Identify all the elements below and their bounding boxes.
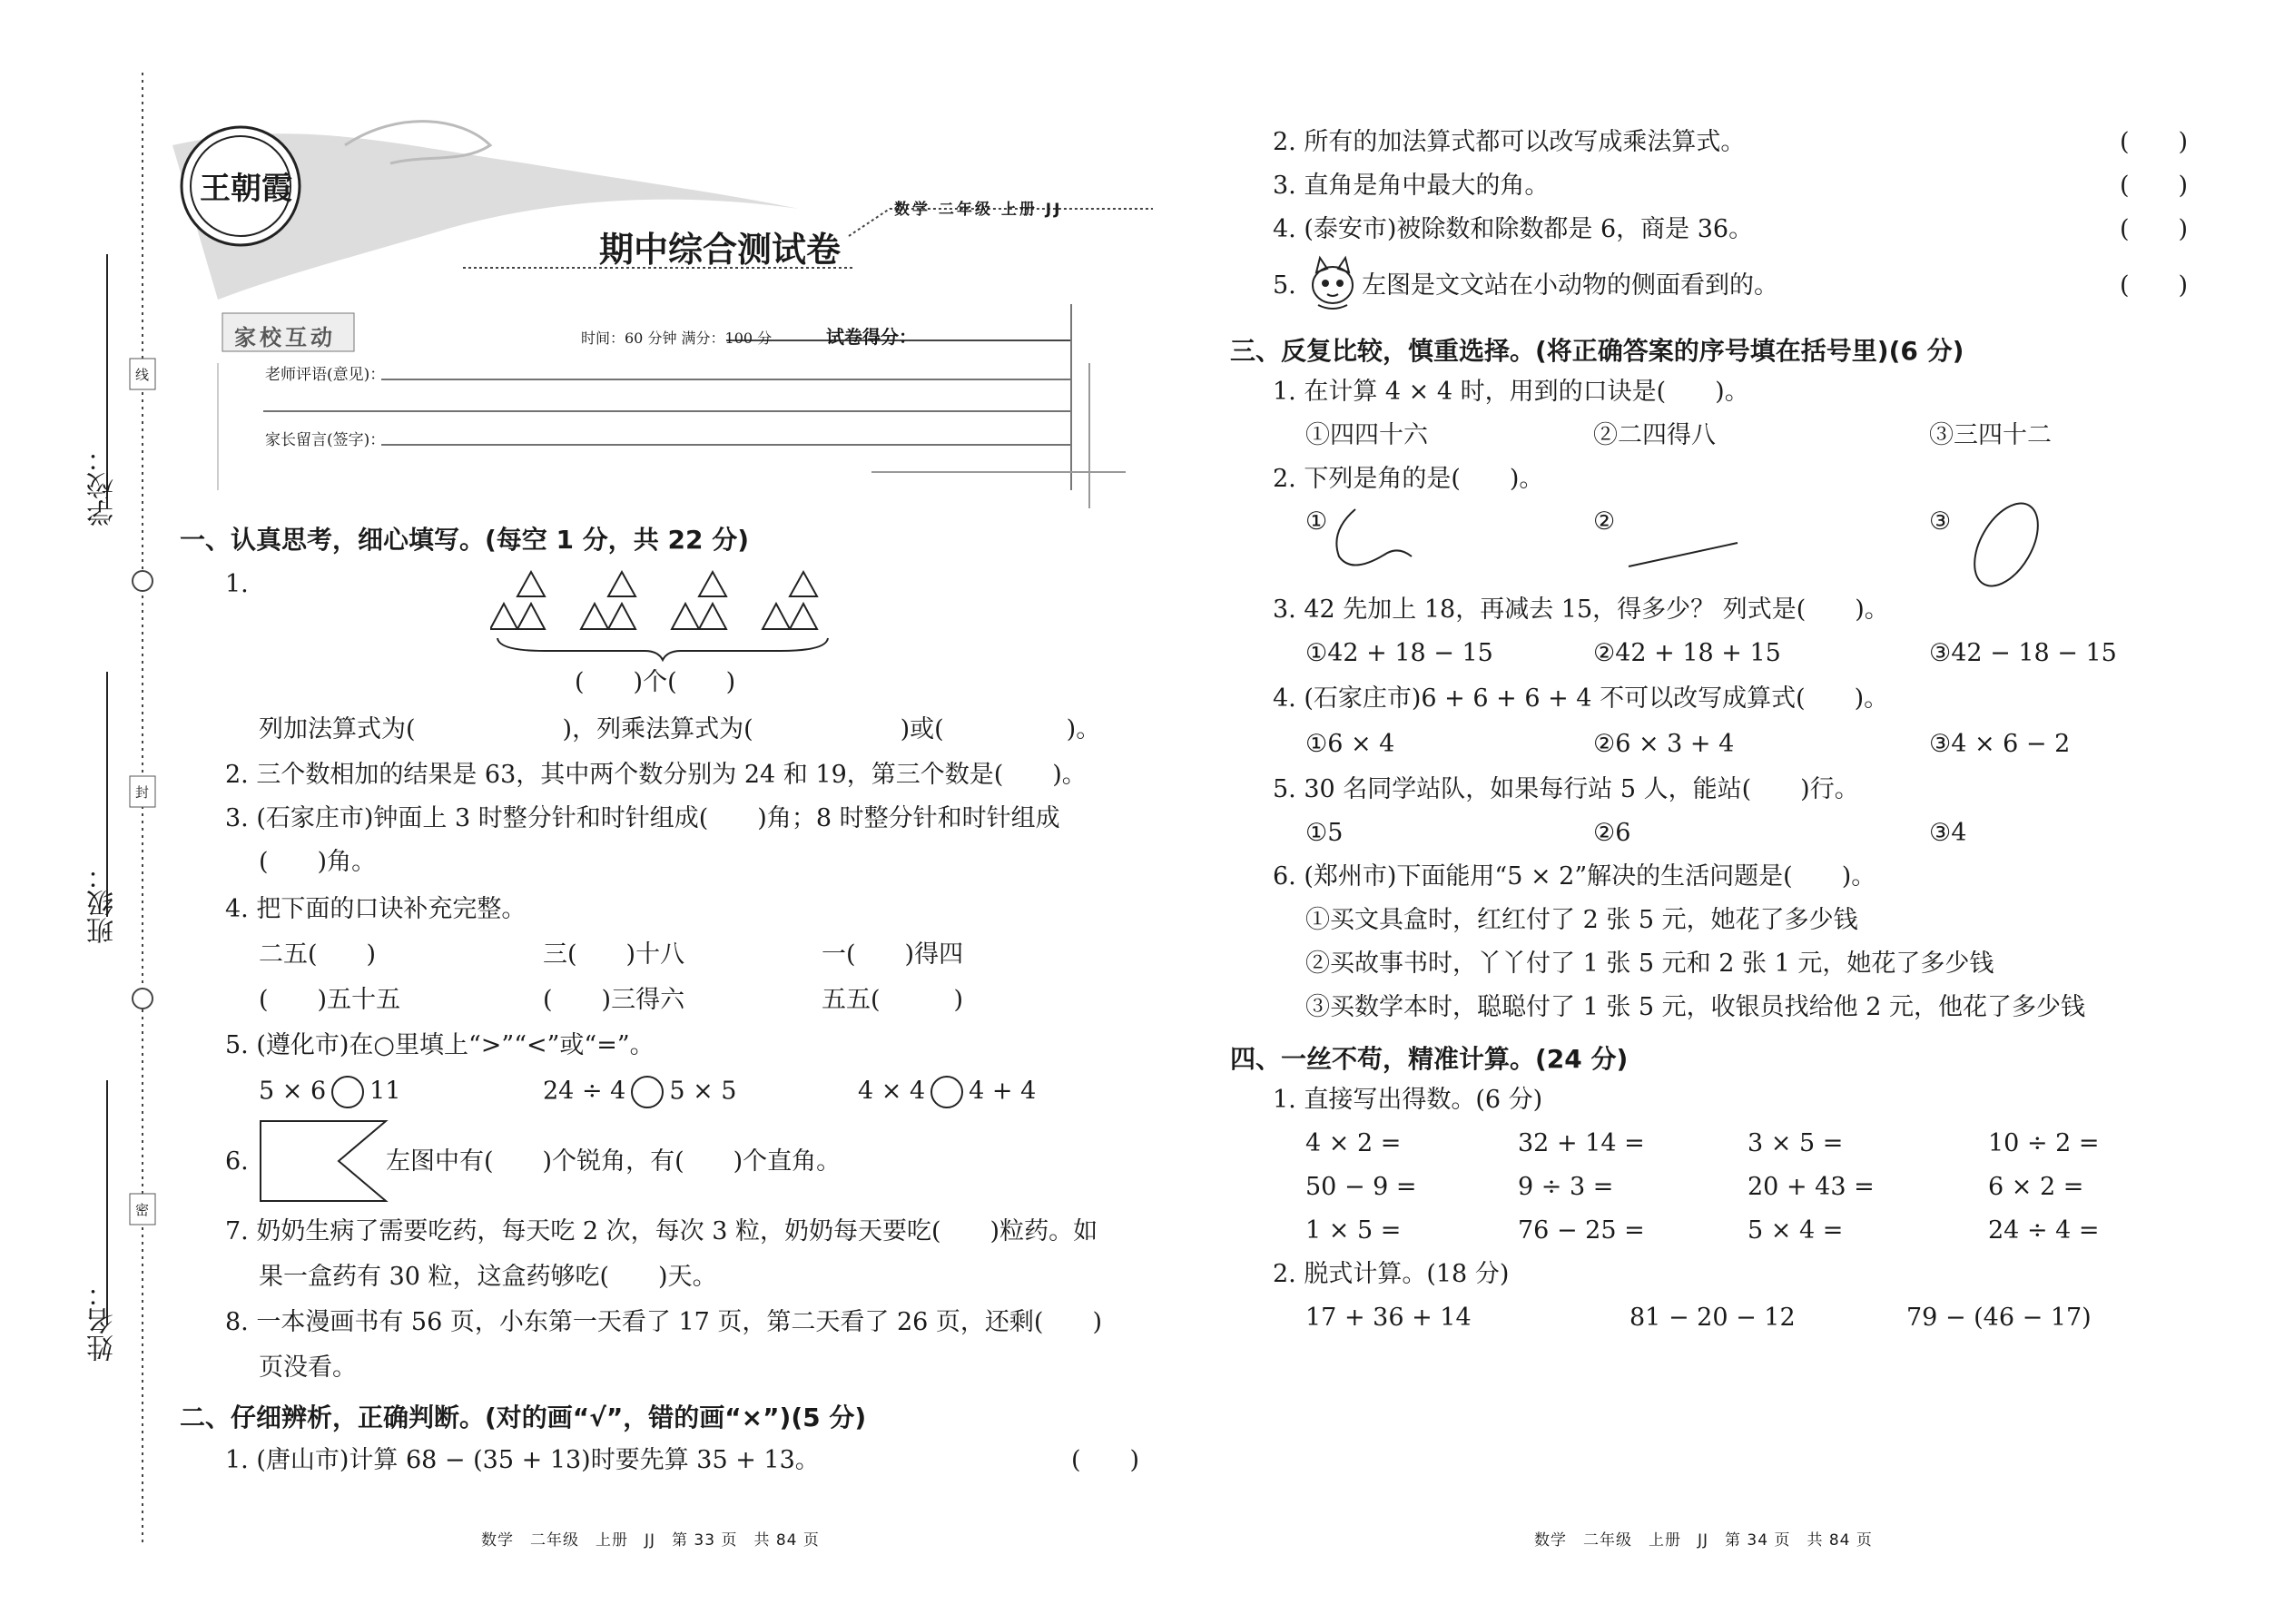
oral-calc-item[interactable]: 3 × 5 = xyxy=(1748,1129,1844,1157)
choice-option: ③三四十二 xyxy=(1929,421,2052,449)
compare-circle[interactable] xyxy=(631,1076,664,1108)
oral-calc-item[interactable]: 20 + 43 = xyxy=(1748,1173,1875,1201)
choice-option: ②42 + 18 + 15 xyxy=(1593,639,1781,667)
q1-groups-blank[interactable]: ( )个( ) xyxy=(575,668,736,696)
q6-number: 6. xyxy=(225,1147,249,1176)
oral-calc-item[interactable]: 50 − 9 = xyxy=(1305,1173,1417,1201)
compare-item-3 xyxy=(858,1076,1036,1108)
compare-circle[interactable] xyxy=(930,1076,963,1108)
oral-calc-item[interactable]: 32 + 14 = xyxy=(1518,1129,1645,1157)
school-label: 学校： xyxy=(87,445,119,527)
curve-figure xyxy=(1330,504,1416,576)
choice-option: ① xyxy=(1305,507,1328,536)
choice-option: ②6 xyxy=(1593,819,1631,847)
choice-option: ①买文具盒时，红红付了 2 张 5 元，她花了多少钱 xyxy=(1305,906,1858,934)
choice-option: ③买数学本时，聪聪付了 1 张 5 元，收银员找给他 2 元，他花了多少钱 xyxy=(1305,993,2086,1021)
name-label: 姓名： xyxy=(87,1280,119,1362)
compare-left: 5 × 6 xyxy=(259,1077,327,1106)
family-school-label: 家校互动 xyxy=(234,324,336,350)
judgment-answer-box[interactable]: ( ) xyxy=(2120,215,2189,243)
calc-part-2: 2. 脱式计算。(18 分) xyxy=(1273,1260,1510,1288)
question-3-line-2[interactable]: ( )角。 xyxy=(259,848,377,876)
judgment-answer-box[interactable]: ( ) xyxy=(2120,271,2189,300)
compare-right: 11 xyxy=(369,1077,401,1106)
choice-option: ③4 × 6 − 2 xyxy=(1929,730,2071,758)
q1-number: 1. xyxy=(225,570,249,598)
judgment-2: 2. 所有的加法算式都可以改写成乘法算式。 xyxy=(1273,128,1746,156)
compare-right: 4 + 4 xyxy=(969,1077,1037,1106)
rhyme-item[interactable]: 一( )得四 xyxy=(822,940,964,969)
section-1-heading: 一、认真思考，细心填写。(每空 1 分，共 22 分) xyxy=(180,525,750,555)
question-7-line-2[interactable]: 果一盒药有 30 粒，这盒药够吃( )天。 xyxy=(259,1263,717,1291)
q1-equation-line[interactable]: 列加法算式为( )，列乘法算式为( )或( )。 xyxy=(259,715,1101,743)
oral-calc-item[interactable]: 5 × 4 = xyxy=(1748,1216,1844,1245)
section-2-heading: 二、仔细辨析，正确判断。(对的画“√”，错的画“×”)(5 分) xyxy=(180,1403,867,1432)
rhyme-item[interactable]: 二五( ) xyxy=(259,940,377,969)
oral-calc-item[interactable]: 6 × 2 = xyxy=(1988,1173,2084,1201)
choice-option: ② xyxy=(1593,507,1616,536)
oral-calc-item[interactable]: 76 − 25 = xyxy=(1518,1216,1645,1245)
rhyme-item[interactable]: ( )三得六 xyxy=(543,986,685,1014)
choice-option: ①5 xyxy=(1305,819,1344,847)
header-decoration xyxy=(163,109,1171,527)
header-tag: 数学 二年级 上册 JJ xyxy=(894,201,1063,219)
oral-calc-item[interactable]: 9 ÷ 3 = xyxy=(1518,1173,1614,1201)
binding-margin-art xyxy=(0,0,182,1624)
choice-option: ③4 xyxy=(1929,819,1967,847)
question-5: 5. (遵化市)在○里填上“>”“<”或“=”。 xyxy=(225,1031,655,1059)
logo: 王朝霞 xyxy=(200,171,292,207)
stepwise-calc-item[interactable]: 79 − (46 − 17) xyxy=(1906,1304,2092,1332)
choice-question-5[interactable]: 5. 30 名同学站队，如果每行站 5 人，能站( )行。 xyxy=(1273,775,1859,803)
line-figure xyxy=(1625,536,1743,572)
calc-part-1: 1. 直接写出得数。(6 分) xyxy=(1273,1086,1543,1114)
class-label: 班级： xyxy=(87,862,119,944)
judgment-answer-box[interactable]: ( ) xyxy=(2120,128,2189,156)
judgment-1: 1. (唐山市)计算 68 − (35 + 13)时要先算 35 + 13。 xyxy=(225,1446,820,1474)
time-info: 时间：60 分钟 满分：100 分 xyxy=(581,330,773,347)
question-8-line-2: 页没看。 xyxy=(259,1353,357,1382)
judgment-answer-box[interactable]: ( ) xyxy=(2120,172,2189,200)
question-6[interactable]: 左图中有( )个锐角，有( )个直角。 xyxy=(386,1147,842,1176)
compare-item-1 xyxy=(259,1076,401,1108)
teacher-comment-label: 老师评语(意见)： xyxy=(265,366,386,384)
choice-question-1[interactable]: 1. 在计算 4 × 4 时，用到的口诀是( )。 xyxy=(1273,378,1749,406)
section-3-heading: 三、反复比较，慎重选择。(将正确答案的序号填在括号里)(6 分) xyxy=(1230,336,1964,366)
judgment-answer-box[interactable]: ( ) xyxy=(1071,1446,1140,1474)
judgment-3: 3. 直角是角中最大的角。 xyxy=(1273,172,1550,200)
question-3-line-1[interactable]: 3. (石家庄市)钟面上 3 时整分针和时针组成( )角；8 时整分针和时针组成 xyxy=(225,804,1060,832)
right-page-footer: 数学 二年级 上册 JJ 第 34 页 共 84 页 xyxy=(1534,1531,1873,1550)
rhyme-item[interactable]: 五五( ) xyxy=(822,986,964,1014)
choice-question-4[interactable]: 4. (石家庄市)6 + 6 + 6 + 4 不可以改写成算式( )。 xyxy=(1273,684,1889,713)
page-title: 期中综合测试卷 xyxy=(599,229,842,270)
choice-option: ①42 + 18 − 15 xyxy=(1305,639,1493,667)
stepwise-calc-item[interactable]: 81 − 20 − 12 xyxy=(1629,1304,1796,1332)
left-page-footer: 数学 二年级 上册 JJ 第 33 页 共 84 页 xyxy=(481,1531,820,1550)
choice-question-2[interactable]: 2. 下列是角的是( )。 xyxy=(1273,465,1544,493)
seal-char-3: 密 xyxy=(135,1202,150,1218)
question-8-line-1[interactable]: 8. 一本漫画书有 56 页，小东第一天看了 17 页，第二天看了 26 页，还剩( ) xyxy=(225,1308,1102,1336)
choice-option: ②6 × 3 + 4 xyxy=(1593,730,1735,758)
question-7-line-1[interactable]: 7. 奶奶生病了需要吃药，每天吃 2 次，每次 3 粒，奶奶每天要吃( )粒药。如 xyxy=(225,1217,1098,1245)
question-4: 4. 把下面的口诀补充完整。 xyxy=(225,895,527,923)
choice-option: ②买故事书时，丫丫付了 1 张 5 元和 2 张 1 元，她花了多少钱 xyxy=(1305,950,1994,978)
compare-left: 24 ÷ 4 xyxy=(543,1077,626,1106)
judgment-5: 左图是文文站在小动物的侧面看到的。 xyxy=(1362,271,1778,300)
seal-char-2: 封 xyxy=(135,784,150,801)
oral-calc-item[interactable]: 1 × 5 = xyxy=(1305,1216,1402,1245)
oral-calc-item[interactable]: 24 ÷ 4 = xyxy=(1988,1216,2100,1245)
oral-calc-item[interactable]: 10 ÷ 2 = xyxy=(1988,1129,2100,1157)
choice-option: ③42 − 18 − 15 xyxy=(1929,639,2117,667)
parent-comment-label: 家长留言(签字)： xyxy=(265,431,386,449)
compare-circle[interactable] xyxy=(331,1076,364,1108)
oval-figure xyxy=(1965,495,2047,595)
score-label: 试卷得分： xyxy=(826,326,917,348)
animal-side-view-icon xyxy=(1305,254,1360,313)
judgment-5-number: 5. xyxy=(1273,271,1296,300)
compare-item-2 xyxy=(543,1076,736,1108)
section-4-heading: 四、一丝不苟，精准计算。(24 分) xyxy=(1230,1044,1629,1074)
question-2[interactable]: 2. 三个数相加的结果是 63，其中两个数分别为 24 和 19，第三个数是( )。 xyxy=(225,761,1087,789)
oral-calc-item[interactable]: 4 × 2 = xyxy=(1305,1129,1402,1157)
seal-char-1: 线 xyxy=(135,367,150,383)
triangle-groups-figure xyxy=(490,567,862,667)
choice-option: ①6 × 4 xyxy=(1305,730,1395,758)
choice-question-3[interactable]: 3. 42 先加上 18，再减去 15，得多少？ 列式是( )。 xyxy=(1273,595,1889,624)
stepwise-calc-item[interactable]: 17 + 36 + 14 xyxy=(1305,1304,1472,1332)
choice-question-6[interactable]: 6. (郑州市)下面能用“5 × 2”解决的生活问题是( )。 xyxy=(1273,862,1876,891)
judgment-4: 4. (泰安市)被除数和除数都是 6，商是 36。 xyxy=(1273,215,1754,243)
rhyme-item[interactable]: ( )五十五 xyxy=(259,986,401,1014)
rhyme-item[interactable]: 三( )十八 xyxy=(543,940,685,969)
compare-left: 4 × 4 xyxy=(858,1077,926,1106)
choice-option: ②二四得八 xyxy=(1593,421,1716,449)
flag-shape-figure xyxy=(259,1119,390,1206)
choice-option: ①四四十六 xyxy=(1305,421,1428,449)
choice-option: ③ xyxy=(1929,507,1952,536)
compare-right: 5 × 5 xyxy=(669,1077,737,1106)
